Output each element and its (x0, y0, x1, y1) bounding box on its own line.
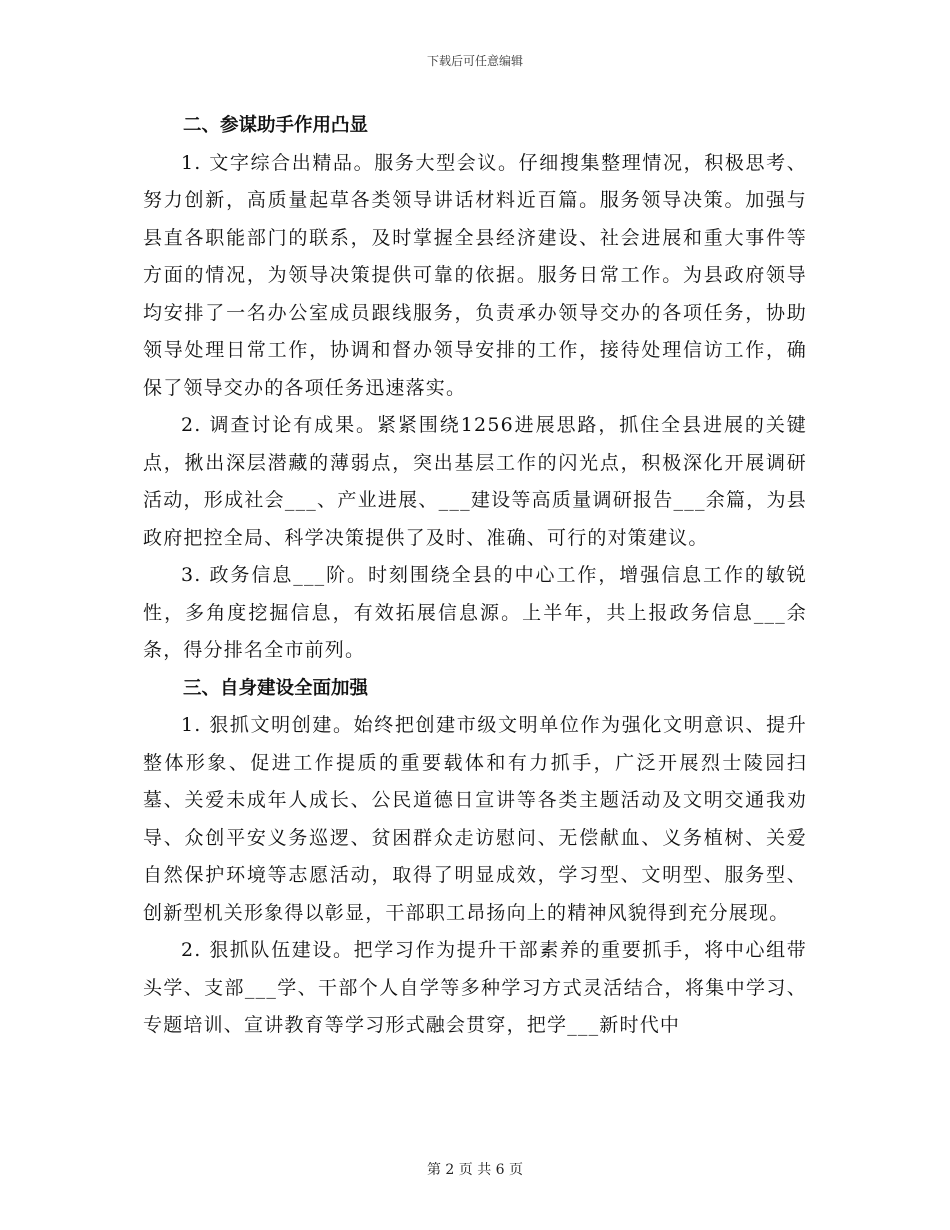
section-heading: 二、参谋助手作用凸显 (183, 115, 369, 136)
section-heading: 三、自身建设全面加强 (183, 677, 369, 699)
page-number: 第 2 页 共 6 页 (426, 1162, 524, 1178)
paragraph: 1. 狠抓文明创建。始终把创建市级文明单位作为强化文明意识、提升整体形象、促进工作提质的重要载体和有力抓手，广泛开展烈士陵园扫墓、关爱未成年人成长、公民道德日宣讲等各类主题活动及文明交通我劝导、众创平安义务巡逻、贫困群众走访慰问、无偿献血、义务植树、关爱自然保护环境等志愿活动，取得了明显成效，学习型、文明型、服务型、创新型机关形象得以彰显，干部职工昂扬向上的精神风貌得到充分展现。 (143, 714, 807, 924)
paragraph: 3. 政务信息___阶。时刻围绕全县的中心工作，增强信息工作的敏锐性，多角度挖掘信息，有效拓展信息源。上半年，共上报政务信息___余条，得分排名全市前列。 (143, 564, 807, 661)
page-header: 下载后可任意编辑 (426, 54, 523, 68)
paragraph: 2. 调查讨论有成果。紧紧围绕1256进展思路，抓住全县进展的关键点，揪出深层潜藏的薄弱点，突出基层工作的闪光点，积极深化开展调研活动，形成社会___、产业进展、___建设等高质量调研报告___余篇，为县政府把控全局、科学决策提供了及时、准确、可行的对策建议。 (143, 414, 807, 549)
paragraph: 2. 狠抓队伍建设。把学习作为提升干部素养的重要抓手，将中心组带头学、支部___学、干部个人自学等多种学习方式灵活结合，将集中学习、专题培训、宣讲教育等学习形式融会贯穿，把学___新时代中 (143, 939, 807, 1036)
document-body (143, 107, 807, 1045)
paragraph: 1. 文字综合出精品。服务大型会议。仔细搜集整理情况，积极思考、努力创新，高质量起草各类领导讲话材料近百篇。服务领导决策。加强与县直各职能部门的联系，及时掌握全县经济建设、社会进展和重大事件等方面的情况，为领导决策提供可靠的依据。服务日常工作。为县政府领导均安排了一名办公室成员跟线服务，负责承办领导交办的各项任务，协助领导处理日常工作，协调和督办领导安排的工作，接待处理信访工作，确保了领导交办的各项任务迅速落实。 (143, 151, 807, 399)
